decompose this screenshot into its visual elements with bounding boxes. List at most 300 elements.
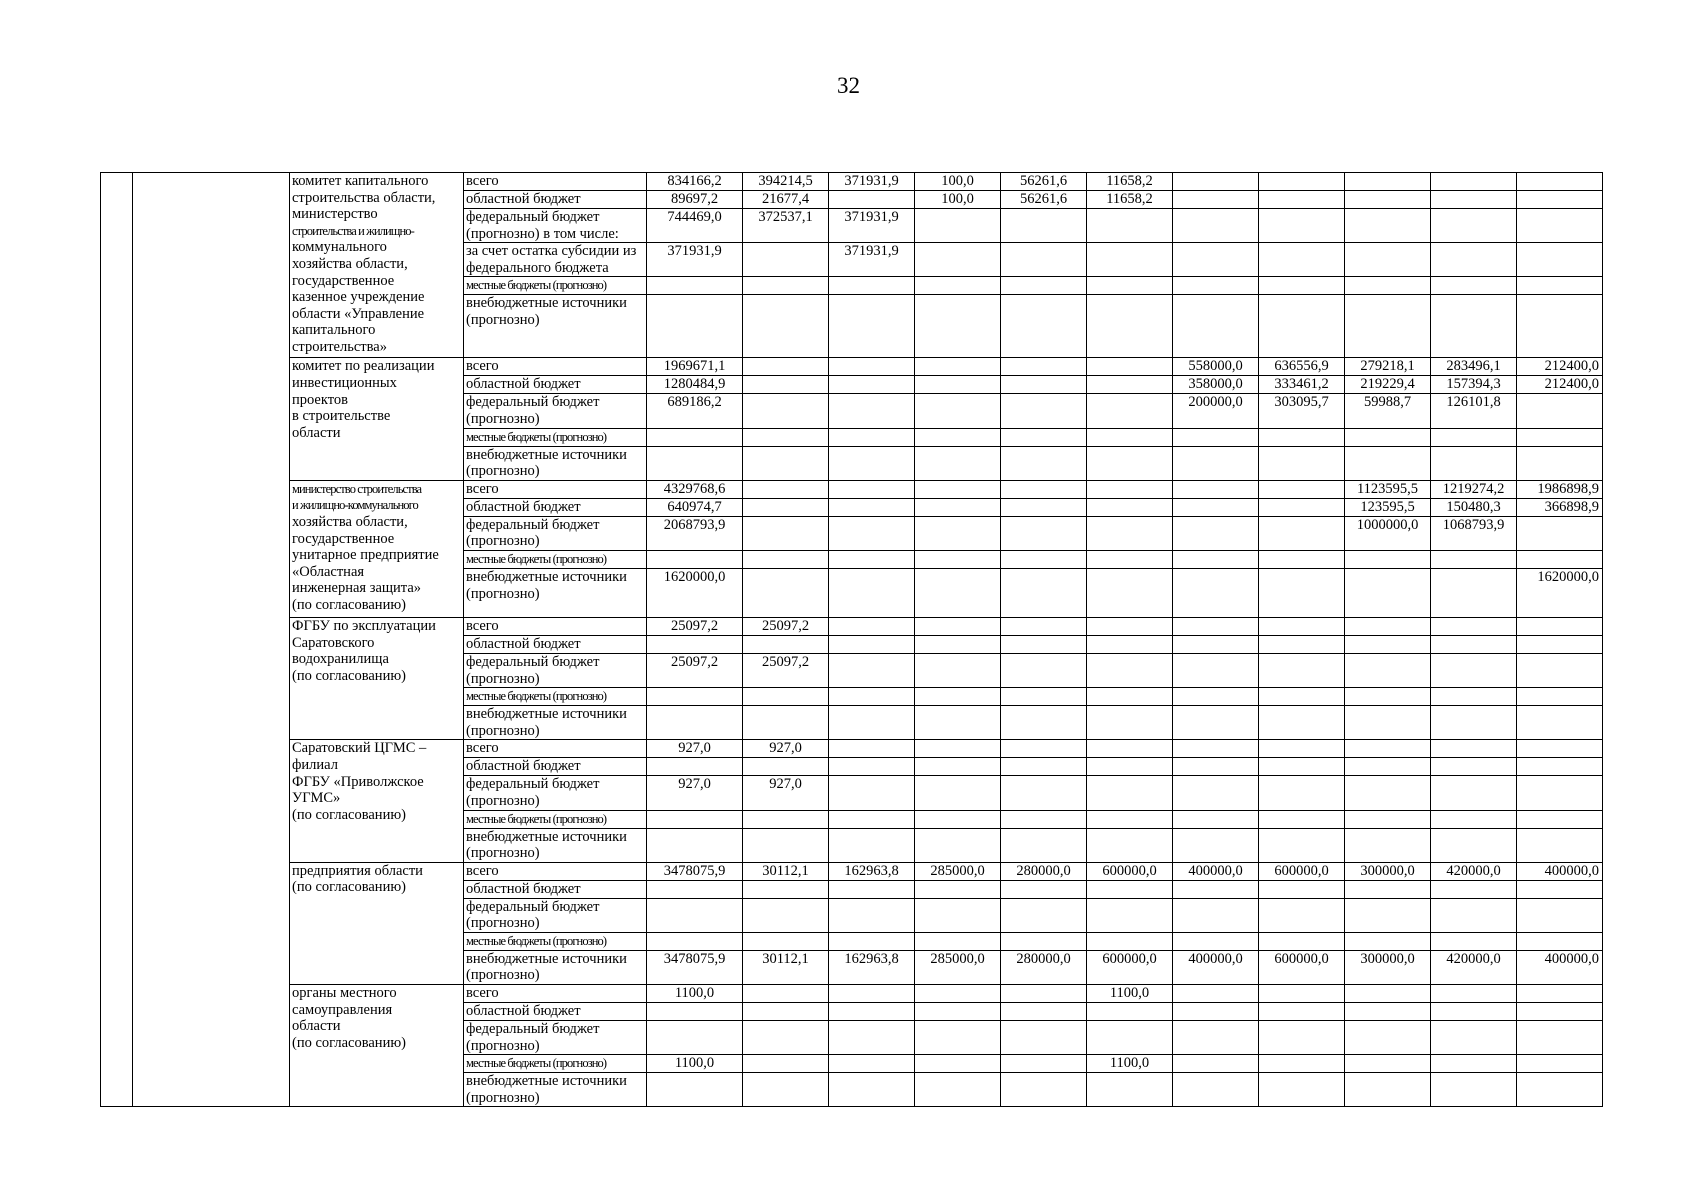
- funding-source-cell: областной бюджет: [464, 880, 647, 898]
- value-cell: [743, 1021, 829, 1055]
- value-cell: [743, 428, 829, 446]
- value-cell: 927,0: [647, 740, 743, 758]
- value-cell: [1517, 516, 1603, 550]
- value-cell: 212400,0: [1517, 358, 1603, 376]
- value-cell: 366898,9: [1517, 498, 1603, 516]
- executor-line: комитет капитального: [292, 173, 429, 189]
- value-cell: [647, 1073, 743, 1107]
- value-cell: [1517, 191, 1603, 209]
- value-cell: [1517, 428, 1603, 446]
- funding-source-cell: местные бюджеты (прогнозно): [464, 277, 647, 295]
- value-cell: [1173, 740, 1259, 758]
- value-cell: [743, 550, 829, 568]
- executor-line: (по согласованию): [292, 806, 406, 823]
- value-cell: 25097,2: [647, 617, 743, 635]
- funding-source-cell: всего: [464, 617, 647, 635]
- value-cell: [1431, 653, 1517, 687]
- value-cell: 1100,0: [1087, 1055, 1173, 1073]
- value-cell: [1517, 1021, 1603, 1055]
- value-cell: 100,0: [915, 173, 1001, 191]
- value-cell: [647, 688, 743, 706]
- value-cell: [1173, 898, 1259, 932]
- value-cell: [1173, 880, 1259, 898]
- value-cell: [829, 810, 915, 828]
- executor-line: строительства»: [292, 338, 387, 355]
- executor-line: «Областная: [292, 563, 365, 580]
- value-cell: [743, 880, 829, 898]
- page-number: 32: [837, 73, 860, 98]
- value-cell: [1517, 209, 1603, 243]
- value-cell: [1431, 277, 1517, 295]
- value-cell: [915, 617, 1001, 635]
- value-cell: [1087, 828, 1173, 862]
- value-cell: [915, 706, 1001, 740]
- value-cell: 1068793,9: [1431, 516, 1517, 550]
- funding-source-cell: местные бюджеты (прогнозно): [464, 932, 647, 950]
- value-cell: [1173, 758, 1259, 776]
- executor-line: органы местного: [292, 985, 397, 1002]
- value-cell: [1001, 376, 1087, 394]
- value-cell: [829, 880, 915, 898]
- value-cell: 303095,7: [1259, 394, 1345, 428]
- value-cell: [1431, 1073, 1517, 1107]
- value-cell: [1345, 191, 1431, 209]
- executor-line: самоуправления: [292, 1001, 393, 1018]
- value-cell: [1001, 568, 1087, 617]
- value-cell: [1173, 277, 1259, 295]
- value-cell: [1087, 776, 1173, 810]
- value-cell: [647, 446, 743, 480]
- value-cell: [1087, 1021, 1173, 1055]
- value-cell: [915, 653, 1001, 687]
- value-cell: [647, 277, 743, 295]
- value-cell: [1259, 653, 1345, 687]
- value-cell: [1001, 635, 1087, 653]
- value-cell: [829, 985, 915, 1003]
- funding-table: [100, 172, 1603, 1107]
- executor-cell: [290, 862, 464, 984]
- table-row: [101, 480, 1603, 498]
- value-cell: [829, 394, 915, 428]
- value-cell: [829, 295, 915, 358]
- value-cell: 358000,0: [1173, 376, 1259, 394]
- value-cell: [647, 898, 743, 932]
- value-cell: [829, 376, 915, 394]
- value-cell: [1087, 1003, 1173, 1021]
- value-cell: [1001, 243, 1087, 277]
- value-cell: [1259, 985, 1345, 1003]
- value-cell: 400000,0: [1517, 950, 1603, 984]
- value-cell: [743, 635, 829, 653]
- value-cell: 744469,0: [647, 209, 743, 243]
- value-cell: 100,0: [915, 191, 1001, 209]
- value-cell: [1431, 932, 1517, 950]
- value-cell: 371931,9: [829, 243, 915, 277]
- value-cell: [1431, 810, 1517, 828]
- number-column: [101, 173, 133, 1107]
- value-cell: [1345, 810, 1431, 828]
- value-cell: [1001, 295, 1087, 358]
- value-cell: [743, 828, 829, 862]
- value-cell: 834166,2: [647, 173, 743, 191]
- value-cell: [1345, 277, 1431, 295]
- value-cell: [829, 550, 915, 568]
- value-cell: [1087, 243, 1173, 277]
- value-cell: 279218,1: [1345, 358, 1431, 376]
- value-cell: [829, 706, 915, 740]
- value-cell: [1517, 243, 1603, 277]
- value-cell: [1259, 776, 1345, 810]
- value-cell: [1001, 740, 1087, 758]
- value-cell: [1517, 706, 1603, 740]
- table-row: [101, 617, 1603, 635]
- value-cell: [1173, 516, 1259, 550]
- value-cell: [915, 810, 1001, 828]
- value-cell: [1517, 173, 1603, 191]
- value-cell: [1001, 617, 1087, 635]
- funding-source-cell: внебюджетные источники (прогнозно): [464, 1073, 647, 1107]
- value-cell: [829, 740, 915, 758]
- value-cell: 1100,0: [647, 1055, 743, 1073]
- value-cell: [1345, 653, 1431, 687]
- table-body: [101, 173, 1603, 1107]
- value-cell: [1087, 880, 1173, 898]
- value-cell: [1517, 898, 1603, 932]
- value-cell: [1345, 173, 1431, 191]
- value-cell: [829, 277, 915, 295]
- value-cell: [1001, 277, 1087, 295]
- value-cell: [1345, 428, 1431, 446]
- executor-line: ФГБУ «Приволжское: [292, 773, 424, 790]
- value-cell: [1431, 758, 1517, 776]
- value-cell: 558000,0: [1173, 358, 1259, 376]
- value-cell: [915, 498, 1001, 516]
- value-cell: 1280484,9: [647, 376, 743, 394]
- table-row: [101, 740, 1603, 758]
- value-cell: 30112,1: [743, 862, 829, 880]
- value-cell: 280000,0: [1001, 950, 1087, 984]
- value-cell: [647, 550, 743, 568]
- value-cell: [1431, 740, 1517, 758]
- funding-source-cell: федеральный бюджет (прогнозно) в том числе:: [464, 209, 647, 243]
- value-cell: [647, 706, 743, 740]
- value-cell: [915, 1021, 1001, 1055]
- value-cell: [1087, 740, 1173, 758]
- value-cell: [647, 1021, 743, 1055]
- funding-source-cell: областной бюджет: [464, 498, 647, 516]
- value-cell: [1517, 277, 1603, 295]
- value-cell: [1431, 295, 1517, 358]
- value-cell: [1087, 898, 1173, 932]
- value-cell: [915, 776, 1001, 810]
- value-cell: [1001, 706, 1087, 740]
- value-cell: [1001, 758, 1087, 776]
- value-cell: 219229,4: [1345, 376, 1431, 394]
- value-cell: [1001, 898, 1087, 932]
- value-cell: [829, 1003, 915, 1021]
- value-cell: [743, 568, 829, 617]
- value-cell: [1087, 758, 1173, 776]
- value-cell: [915, 376, 1001, 394]
- value-cell: [743, 243, 829, 277]
- value-cell: [829, 932, 915, 950]
- funding-source-cell: федеральный бюджет (прогнозно): [464, 898, 647, 932]
- value-cell: [915, 985, 1001, 1003]
- funding-source-cell: внебюджетные источники (прогнозно): [464, 568, 647, 617]
- value-cell: 200000,0: [1173, 394, 1259, 428]
- funding-source-cell: внебюджетные источники (прогнозно): [464, 446, 647, 480]
- value-cell: [1345, 446, 1431, 480]
- value-cell: [829, 828, 915, 862]
- value-cell: 59988,7: [1345, 394, 1431, 428]
- value-cell: [1517, 653, 1603, 687]
- value-cell: 285000,0: [915, 950, 1001, 984]
- value-cell: [1001, 480, 1087, 498]
- value-cell: 420000,0: [1431, 950, 1517, 984]
- funding-source-cell: местные бюджеты (прогнозно): [464, 428, 647, 446]
- value-cell: [1259, 568, 1345, 617]
- value-cell: [1259, 516, 1345, 550]
- value-cell: [1517, 446, 1603, 480]
- value-cell: [743, 277, 829, 295]
- value-cell: 89697,2: [647, 191, 743, 209]
- value-cell: [1087, 550, 1173, 568]
- executor-cell: [290, 617, 464, 739]
- value-cell: [1173, 498, 1259, 516]
- executor-line: строительства области,: [292, 189, 436, 206]
- value-cell: [1087, 480, 1173, 498]
- executor-line: государственное: [292, 530, 395, 547]
- value-cell: [1517, 1073, 1603, 1107]
- value-cell: [743, 985, 829, 1003]
- executor-line: министерство строительства: [292, 481, 422, 496]
- value-cell: [1431, 688, 1517, 706]
- table-row: [101, 985, 1603, 1003]
- value-cell: [915, 446, 1001, 480]
- value-cell: [1173, 550, 1259, 568]
- executor-line: проектов: [292, 391, 348, 408]
- funding-source-cell: областной бюджет: [464, 758, 647, 776]
- value-cell: 333461,2: [1259, 376, 1345, 394]
- value-cell: [829, 617, 915, 635]
- value-cell: [1345, 828, 1431, 862]
- value-cell: [743, 688, 829, 706]
- value-cell: [1431, 880, 1517, 898]
- executor-line: и жилищно-коммунального: [292, 498, 418, 513]
- value-cell: [1259, 1021, 1345, 1055]
- executor-line: унитарное предприятие: [292, 547, 439, 564]
- value-cell: [743, 480, 829, 498]
- value-cell: [1431, 828, 1517, 862]
- value-cell: 280000,0: [1001, 862, 1087, 880]
- value-cell: [743, 932, 829, 950]
- value-cell: 3478075,9: [647, 862, 743, 880]
- value-cell: 300000,0: [1345, 862, 1431, 880]
- value-cell: [1517, 880, 1603, 898]
- value-cell: [1173, 810, 1259, 828]
- value-cell: 400000,0: [1173, 862, 1259, 880]
- value-cell: [1001, 516, 1087, 550]
- value-cell: 162963,8: [829, 862, 915, 880]
- funding-source-cell: внебюджетные источники (прогнозно): [464, 828, 647, 862]
- funding-source-cell: областной бюджет: [464, 191, 647, 209]
- value-cell: [1087, 706, 1173, 740]
- value-cell: [1345, 550, 1431, 568]
- funding-source-cell: внебюджетные источники (прогнозно): [464, 706, 647, 740]
- value-cell: [829, 480, 915, 498]
- table-row: [101, 173, 1603, 191]
- value-cell: [647, 758, 743, 776]
- value-cell: [1001, 209, 1087, 243]
- value-cell: 636556,9: [1259, 358, 1345, 376]
- table-row: [101, 358, 1603, 376]
- funding-source-cell: внебюджетные источники (прогнозно): [464, 295, 647, 358]
- value-cell: [1517, 1003, 1603, 1021]
- value-cell: [1431, 550, 1517, 568]
- value-cell: [1259, 880, 1345, 898]
- value-cell: 371931,9: [829, 173, 915, 191]
- value-cell: 11658,2: [1087, 173, 1173, 191]
- value-cell: [1259, 898, 1345, 932]
- value-cell: [1431, 1003, 1517, 1021]
- value-cell: [1345, 880, 1431, 898]
- value-cell: [1087, 653, 1173, 687]
- value-cell: [1517, 550, 1603, 568]
- value-cell: [1259, 498, 1345, 516]
- value-cell: [1173, 1073, 1259, 1107]
- value-cell: [1259, 243, 1345, 277]
- value-cell: [743, 1073, 829, 1107]
- executor-line: (по согласованию): [292, 879, 406, 896]
- value-cell: [1173, 1021, 1259, 1055]
- funding-source-cell: всего: [464, 985, 647, 1003]
- value-cell: [915, 480, 1001, 498]
- value-cell: [1173, 295, 1259, 358]
- value-cell: [1345, 776, 1431, 810]
- value-cell: [743, 898, 829, 932]
- funding-source-cell: федеральный бюджет (прогнозно): [464, 653, 647, 687]
- value-cell: [1087, 688, 1173, 706]
- value-cell: [1173, 617, 1259, 635]
- value-cell: [1173, 480, 1259, 498]
- value-cell: [1345, 295, 1431, 358]
- value-cell: [1087, 516, 1173, 550]
- value-cell: [743, 1055, 829, 1073]
- value-cell: [1001, 428, 1087, 446]
- value-cell: [743, 1003, 829, 1021]
- value-cell: [743, 446, 829, 480]
- value-cell: [1517, 617, 1603, 635]
- executor-line: УГМС»: [292, 790, 341, 807]
- value-cell: [1001, 985, 1087, 1003]
- funding-source-cell: областной бюджет: [464, 376, 647, 394]
- value-cell: [915, 1003, 1001, 1021]
- executor-cell: [290, 985, 464, 1107]
- value-cell: [743, 516, 829, 550]
- value-cell: [1173, 173, 1259, 191]
- value-cell: [743, 376, 829, 394]
- value-cell: 927,0: [743, 740, 829, 758]
- executor-line: государственное: [292, 272, 395, 289]
- value-cell: [1087, 446, 1173, 480]
- value-cell: [1087, 635, 1173, 653]
- value-cell: [829, 1055, 915, 1073]
- value-cell: [1259, 191, 1345, 209]
- funding-source-cell: внебюджетные источники (прогнозно): [464, 950, 647, 984]
- value-cell: [829, 191, 915, 209]
- value-cell: [1345, 740, 1431, 758]
- value-cell: 400000,0: [1517, 862, 1603, 880]
- value-cell: [1431, 706, 1517, 740]
- value-cell: 4329768,6: [647, 480, 743, 498]
- value-cell: 126101,8: [1431, 394, 1517, 428]
- value-cell: [1259, 810, 1345, 828]
- value-cell: [829, 635, 915, 653]
- value-cell: [829, 1021, 915, 1055]
- value-cell: [915, 295, 1001, 358]
- value-cell: [915, 635, 1001, 653]
- executor-line: комитет по реализации: [292, 358, 435, 375]
- value-cell: [743, 706, 829, 740]
- value-cell: [1345, 898, 1431, 932]
- value-cell: [1001, 446, 1087, 480]
- value-cell: [647, 428, 743, 446]
- value-cell: [1087, 617, 1173, 635]
- funding-source-cell: федеральный бюджет (прогнозно): [464, 516, 647, 550]
- value-cell: [1001, 1021, 1087, 1055]
- value-cell: [1345, 209, 1431, 243]
- value-cell: [1517, 828, 1603, 862]
- value-cell: [829, 358, 915, 376]
- executor-line: области: [292, 424, 341, 441]
- value-cell: [1087, 1073, 1173, 1107]
- value-cell: [1259, 617, 1345, 635]
- value-cell: [1259, 480, 1345, 498]
- funding-source-cell: федеральный бюджет (прогнозно): [464, 776, 647, 810]
- value-cell: [915, 1073, 1001, 1107]
- executor-line: ФГБУ по эксплуатации: [292, 617, 436, 634]
- value-cell: [743, 758, 829, 776]
- value-cell: [915, 277, 1001, 295]
- value-cell: [1517, 1055, 1603, 1073]
- value-cell: [647, 880, 743, 898]
- value-cell: [1001, 1055, 1087, 1073]
- value-cell: [1173, 568, 1259, 617]
- value-cell: [1431, 446, 1517, 480]
- value-cell: [1517, 295, 1603, 358]
- value-cell: 283496,1: [1431, 358, 1517, 376]
- value-cell: 3478075,9: [647, 950, 743, 984]
- value-cell: [1001, 653, 1087, 687]
- value-cell: [915, 209, 1001, 243]
- funding-source-cell: федеральный бюджет (прогнозно): [464, 394, 647, 428]
- value-cell: [743, 358, 829, 376]
- value-cell: 640974,7: [647, 498, 743, 516]
- value-cell: [1517, 932, 1603, 950]
- funding-source-cell: за счет остатка субсидии из федерального бюджета: [464, 243, 647, 277]
- value-cell: [1259, 828, 1345, 862]
- value-cell: [915, 394, 1001, 428]
- value-cell: 212400,0: [1517, 376, 1603, 394]
- value-cell: 1100,0: [1087, 985, 1173, 1003]
- value-cell: [1087, 394, 1173, 428]
- funding-source-cell: областной бюджет: [464, 635, 647, 653]
- value-cell: [1259, 740, 1345, 758]
- value-cell: [1259, 758, 1345, 776]
- executor-line: казенное учреждение: [292, 289, 425, 306]
- value-cell: [1173, 828, 1259, 862]
- value-cell: [1001, 776, 1087, 810]
